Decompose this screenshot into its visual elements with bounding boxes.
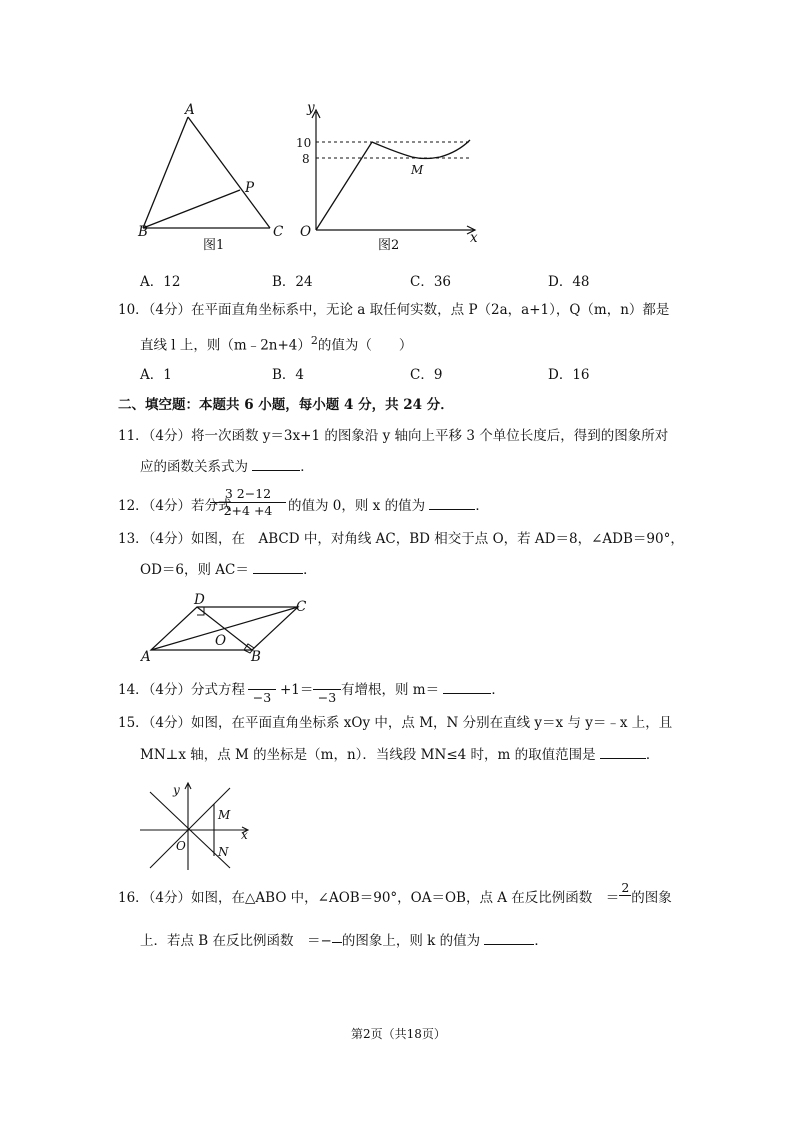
q10-option-b: B．4 xyxy=(272,367,305,383)
q14-suffix-text: 有增根，则 m＝ xyxy=(341,682,440,698)
q9-option-a: A．12 xyxy=(140,274,181,290)
q11-line2 xyxy=(140,457,314,477)
q9-option-d: D．48 xyxy=(548,274,590,290)
q15-label-y: y xyxy=(173,783,180,797)
q16-answer-blank[interactable] xyxy=(484,943,534,945)
fig2-caption: 图2 xyxy=(378,238,400,253)
q14-suffix xyxy=(341,680,505,700)
q16-line2-prefix: 上．若点 B 在反比例函数 ＝− xyxy=(140,933,332,949)
q13-label-O: O xyxy=(215,633,227,649)
q13-parallelogram-figure xyxy=(140,595,315,660)
q16-fraction-2-bar xyxy=(332,941,342,943)
q12-numerator: 3 2−12 xyxy=(224,486,272,501)
section-2-heading: 二、填空题：本题共 6 小题，每小题 4 分，共 24 分． xyxy=(118,397,454,413)
q14-fraction-2-bar xyxy=(313,676,341,690)
q9-option-c: C．36 xyxy=(410,274,452,290)
q13-line1: 13．（4分）如图，在 ABCD 中，对角线 AC，BD 相交于点 O，若 AD＝8，∠ADB＝90°， xyxy=(118,531,684,547)
fig2-tick-10: 10 xyxy=(296,136,312,150)
q16-end: ． xyxy=(534,933,548,949)
q16-line1-prefix: 16．（4分）如图，在△ABO 中，∠AOB＝90°，OA＝OB，点 A 在反比例函数 ＝ xyxy=(118,890,620,906)
fig2-point-M: M xyxy=(411,163,424,177)
q13-label-B: B xyxy=(251,649,261,665)
q12-suffix-text: 的值为 0，则 x 的值为 xyxy=(288,498,426,514)
q14-end: ． xyxy=(491,682,505,698)
q10-option-c: C．9 xyxy=(410,367,443,383)
q13-end: ． xyxy=(303,562,317,578)
q11-answer-blank[interactable] xyxy=(252,469,300,471)
q10-option-a: A．1 xyxy=(140,367,172,383)
q12-answer-blank[interactable] xyxy=(429,508,475,510)
q10-line2-text: 直线 l 上，则（m﹣2n+4） xyxy=(140,337,311,354)
q15-label-x: x xyxy=(241,828,248,842)
q16-fraction-2 xyxy=(332,941,342,943)
q13-line2 xyxy=(140,560,317,580)
q10-line1: 10．（4分）在平面直角坐标系中，无论 a 取任何实数，点 P（2a，a+1），Q（m，n）都是 xyxy=(118,302,670,318)
q16-line2 xyxy=(140,931,548,951)
q12-prefix: 12．（4分）若分式 xyxy=(118,498,232,514)
fig2-y-axis-label: y xyxy=(307,100,315,116)
fig1-label-C: C xyxy=(273,224,284,240)
fig1-label-A: A xyxy=(185,102,195,118)
q13-label-C: C xyxy=(296,599,307,615)
fig2-origin: O xyxy=(300,224,312,240)
q15-end: ． xyxy=(645,747,660,763)
q11-line1: 11．（4分）将一次函数 y＝3x+1 的图象沿 y 轴向上平移 3 个单位长度后，得到的图象所对 xyxy=(118,428,669,444)
q15-coordinate-figure xyxy=(138,780,253,875)
q16-line2-suffix: 的图象上，则 k 的值为 xyxy=(341,933,481,949)
q14 xyxy=(118,676,518,710)
fig1-caption: 图1 xyxy=(203,238,225,253)
fig2-tick-8: 8 xyxy=(302,152,310,166)
q14-prefix: 14．（4分）分式方程 xyxy=(118,682,246,698)
q16-fraction-1 xyxy=(619,881,631,908)
q16-line1 xyxy=(118,880,672,908)
q10-sup: 2 xyxy=(310,334,318,347)
q15-label-N: N xyxy=(218,845,229,859)
q11-end: ． xyxy=(300,459,314,475)
q16-fraction-1-num: 2 xyxy=(619,881,631,896)
q10-line2 xyxy=(140,331,412,356)
fig1-label-B: B xyxy=(138,224,148,240)
fig2-x-axis-label: x xyxy=(470,230,478,246)
q15-answer-blank[interactable] xyxy=(600,757,646,759)
q13-label-A: A xyxy=(141,649,151,665)
q14-mid: +1＝ xyxy=(280,682,314,698)
q12-end: ． xyxy=(475,498,489,514)
q14-fraction-2-den: −3 xyxy=(317,690,337,705)
figure-1-triangle xyxy=(130,100,290,255)
q12-fraction xyxy=(210,486,286,519)
q14-fraction-1-den: −3 xyxy=(252,690,272,705)
figure-2-graph xyxy=(300,100,485,250)
q10-line2-tail: 的值为（ ） xyxy=(317,337,413,354)
q12-suffix xyxy=(288,496,489,516)
q9-option-b: B．24 xyxy=(272,274,313,290)
q15-line1: 15．（4分）如图，在平面直角坐标系 xOy 中，点 M，N 分别在直线 y＝x 与 y＝﹣x 上，且 xyxy=(118,715,673,731)
q16-line1-suffix: 的图象 xyxy=(631,890,672,906)
q15-label-M: M xyxy=(218,808,231,822)
page-footer: 第2页（共18页） xyxy=(351,1027,446,1041)
q16-fraction-1-den xyxy=(619,896,631,908)
fig1-label-P: P xyxy=(245,180,255,196)
q11-line2-text: 应的函数关系式为 xyxy=(140,459,248,475)
q14-answer-blank[interactable] xyxy=(443,692,491,694)
q13-label-D: D xyxy=(194,592,205,608)
q14-fraction-1 xyxy=(248,676,276,705)
q15-line2-text: MN⊥x 轴，点 M 的坐标是（m，n）．当线段 MN≤4 时，m 的取值范围是 xyxy=(140,747,596,763)
q13-line2-text: OD＝6，则 AC＝ xyxy=(140,562,249,578)
q15-line2 xyxy=(140,745,659,765)
q10-option-d: D．16 xyxy=(548,367,590,383)
q14-fraction-2 xyxy=(313,676,341,705)
q15-label-O: O xyxy=(176,839,186,853)
q12-denominator: 2+4 +4 xyxy=(223,503,273,518)
q13-answer-blank[interactable] xyxy=(253,572,303,574)
q14-fraction-1-bar xyxy=(248,676,276,690)
